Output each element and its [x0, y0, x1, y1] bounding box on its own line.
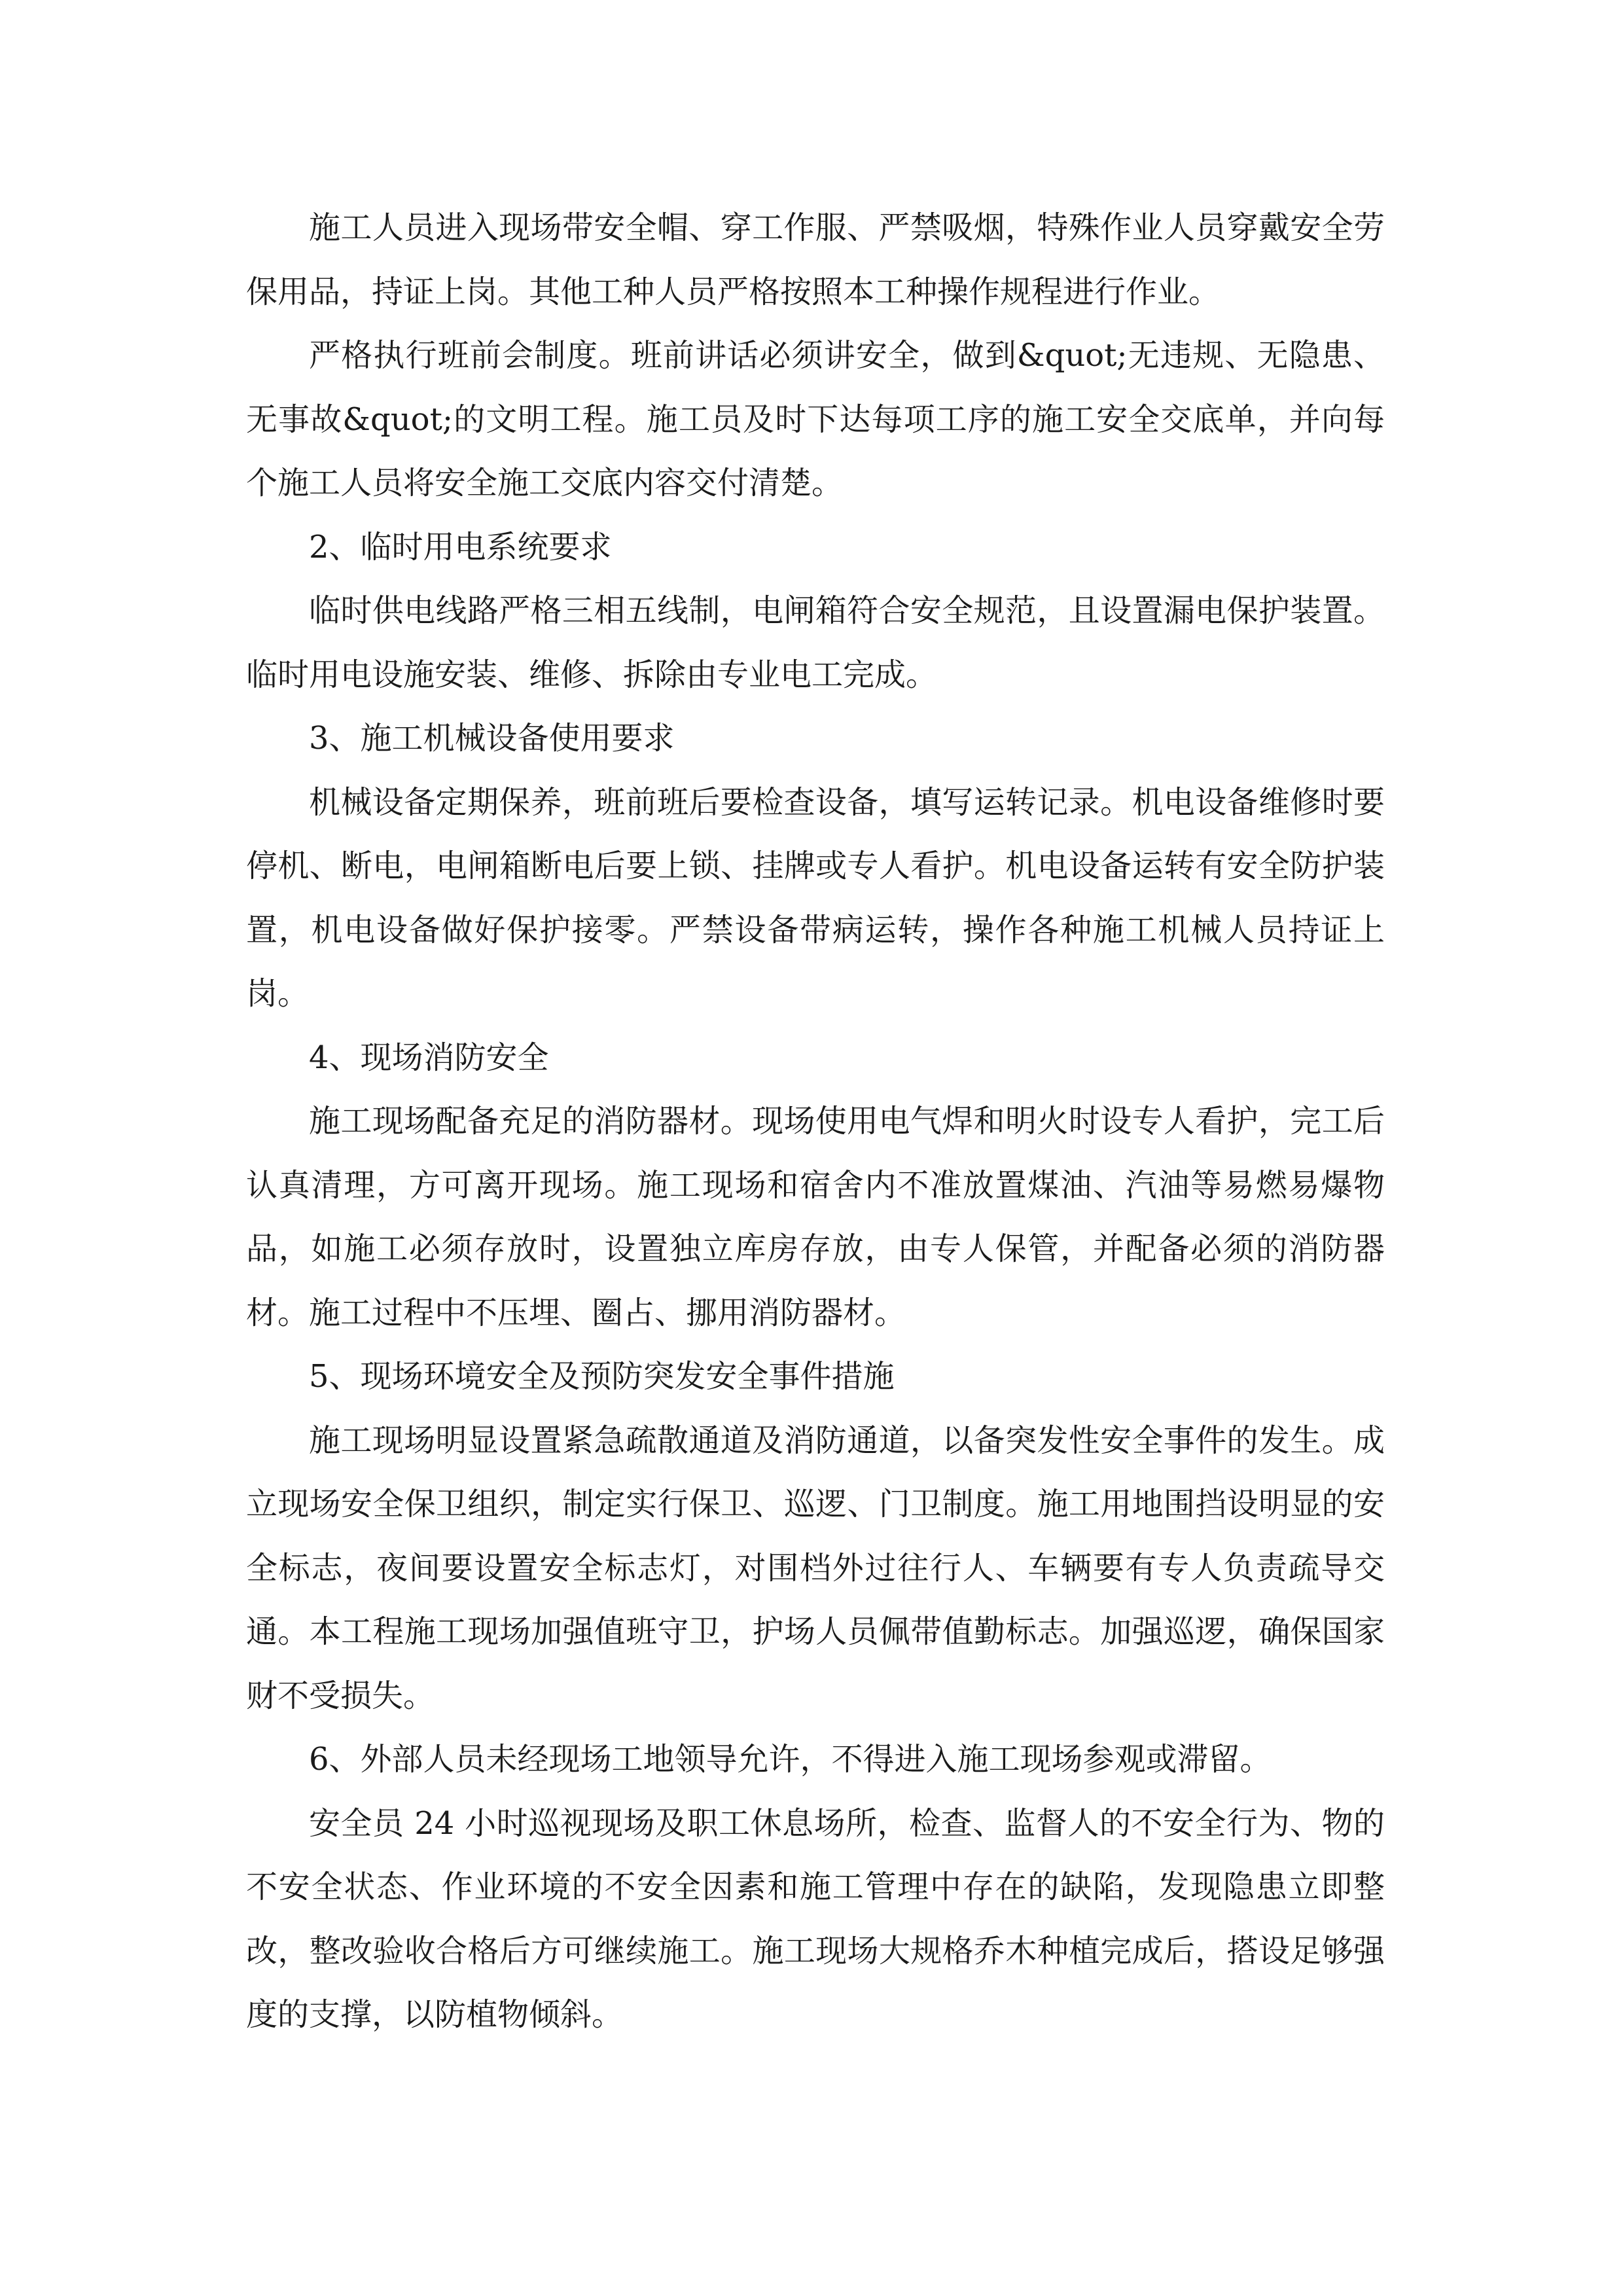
- paragraph-machinery: 机械设备定期保养，班前班后要检查设备，填写运转记录。机电设备维修时要停机、断电，电闸箱断电后要上锁、挂牌或专人看护。机电设备运转有安全防护装置，机电设备做好保护接零。严禁设备带病运转，操作各种施工机械人员持证上岗。: [246, 783, 1385, 1012]
- heading-site-environment: 5、现场环境安全及预防突发安全事件措施: [309, 1358, 895, 1395]
- paragraph-pre-shift-meeting: 严格执行班前会制度。班前讲话必须讲安全，做到&quot;无违规、无隐患、无事故&quot;的文明工程。施工员及时下达每项工序的施工安全交底单，并向每个施工人员将安全施工交底内容交付清楚。: [246, 337, 1385, 501]
- document-body: [246, 196, 1385, 2047]
- heading-fire-safety: 4、现场消防安全: [309, 1039, 549, 1076]
- heading-machinery: 3、施工机械设备使用要求: [309, 720, 675, 757]
- heading-outside-personnel: 6、外部人员未经现场工地领导允许，不得进入施工现场参观或滞留。: [309, 1741, 1272, 1778]
- paragraph-safety-gear: 施工人员进入现场带安全帽、穿工作服、严禁吸烟，特殊作业人员穿戴安全劳保用品，持证上岗。其他工种人员严格按照本工种操作规程进行作业。: [246, 209, 1385, 310]
- heading-temporary-power: 2、临时用电系统要求: [309, 528, 612, 565]
- paragraph-fire-safety: 施工现场配备充足的消防器材。现场使用电气焊和明火时设专人看护，完工后认真清理，方可离开现场。施工现场和宿舍内不准放置煤油、汽油等易燃易爆物品，如施工必须存放时，设置独立库房存放，由专人保管，并配备必须的消防器材。施工过程中不压埋、圈占、挪用消防器材。: [246, 1103, 1385, 1331]
- paragraph-safety-officer: 安全员 24 小时巡视现场及职工休息场所，检查、监督人的不安全行为、物的不安全状态、作业环境的不安全因素和施工管理中存在的缺陷，发现隐患立即整改，整改验收合格后方可继续施工。施工现场大规格乔木种植完成后，搭设足够强度的支撑，以防植物倾斜。: [246, 1804, 1385, 2033]
- paragraph-site-environment: 施工现场明显设置紧急疏散通道及消防通道，以备突发性安全事件的发生。成立现场安全保卫组织，制定实行保卫、巡逻、门卫制度。施工用地围挡设明显的安全标志，夜间要设置安全标志灯，对围档外过往行人、车辆要有专人负责疏导交通。本工程施工现场加强值班守卫，护场人员佩带值勤标志。加强巡逻，确保国家财不受损失。: [246, 1422, 1385, 1714]
- paragraph-temporary-power: 临时供电线路严格三相五线制，电闸箱符合安全规范，且设置漏电保护装置。临时用电设施安装、维修、拆除由专业电工完成。: [246, 592, 1385, 693]
